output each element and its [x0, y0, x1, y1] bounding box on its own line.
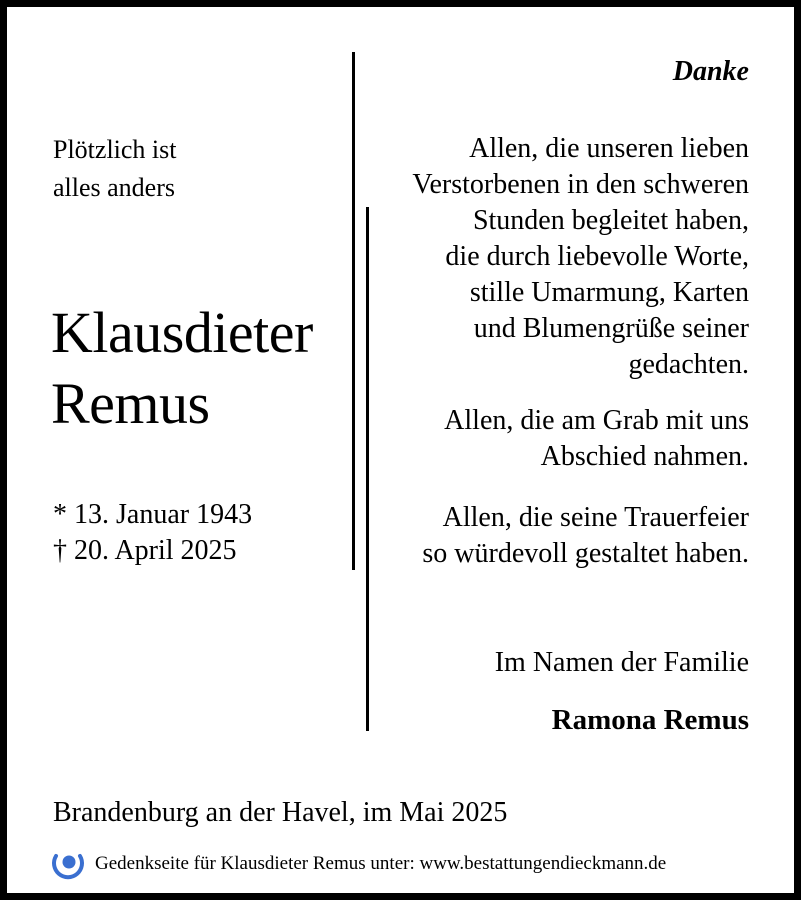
birth-date: * 13. Januar 1943 — [53, 499, 253, 530]
thanks-line: so würdevoll gestaltet haben. — [422, 538, 749, 569]
signer-name: Ramona Remus — [551, 704, 749, 736]
family-line: Im Namen der Familie — [494, 647, 749, 678]
thanks-line: stille Umarmung, Karten — [469, 277, 749, 308]
thanks-line: Stunden begleitet haben, — [472, 205, 749, 236]
thanks-line: Allen, die seine Trauerfeier — [442, 502, 749, 533]
life-dates — [53, 497, 252, 569]
place-and-date: Brandenburg an der Havel, im Mai 2025 — [53, 797, 508, 828]
intro-line: alles anders — [53, 173, 176, 202]
deceased-last-name: Remus — [51, 371, 210, 436]
thanks-line: Abschied nahmen. — [540, 441, 749, 472]
thanks-line: und Blumengrüße seiner — [473, 313, 749, 344]
death-date: † 20. April 2025 — [53, 535, 237, 566]
thanks-line: gedachten. — [628, 349, 749, 380]
deceased-name — [51, 297, 313, 439]
memorial-logo-icon — [51, 847, 85, 881]
thanks-heading: Danke — [672, 56, 749, 87]
divider-right — [366, 207, 369, 731]
deceased-first-name: Klausdieter — [51, 300, 313, 365]
intro-text — [53, 131, 177, 207]
thanks-paragraph-1 — [412, 131, 749, 383]
thanks-line: Allen, die unseren lieben — [469, 133, 749, 164]
divider-left — [352, 52, 355, 570]
thanks-line: Allen, die am Grab mit uns — [444, 405, 749, 436]
memorial-footer — [51, 847, 666, 881]
thanks-paragraph-2 — [444, 403, 749, 475]
memorial-link-text[interactable]: Gedenkseite für Klausdieter Remus unter: www.bestattungendieckmann.de — [95, 853, 667, 874]
thanks-line: Verstorbenen in den schweren — [412, 169, 749, 200]
intro-line: Plötzlich ist — [53, 135, 177, 164]
thanks-line: die durch liebevolle Worte, — [445, 241, 749, 272]
thanks-paragraph-3 — [422, 500, 749, 572]
